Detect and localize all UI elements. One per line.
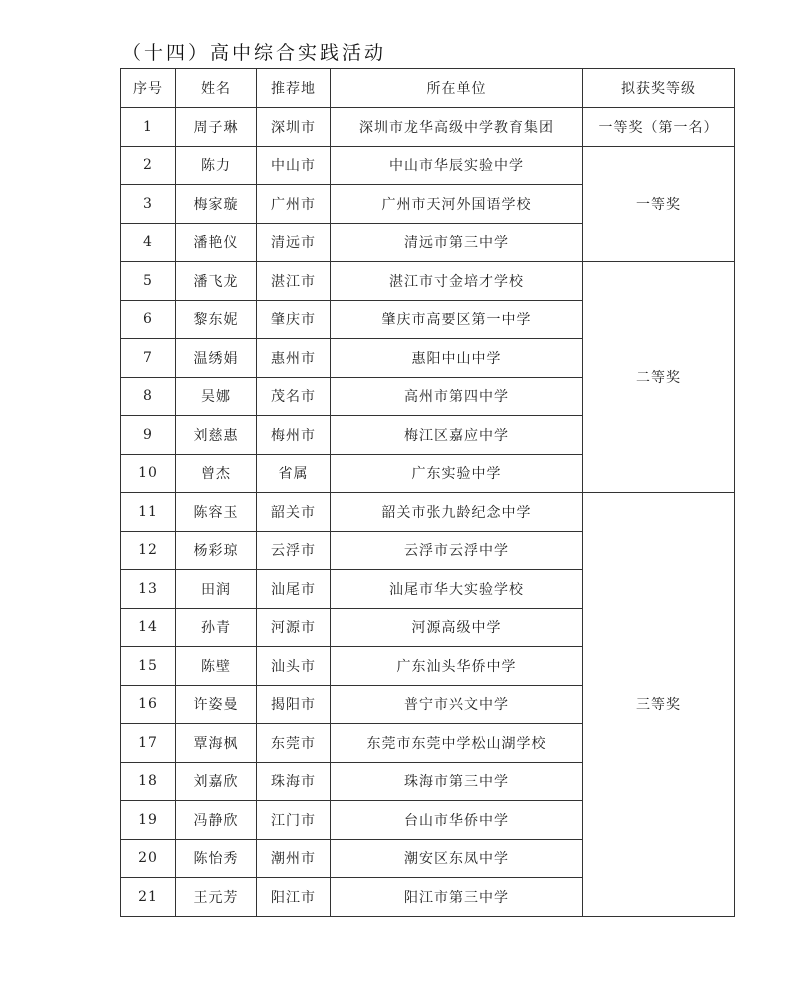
cell-unit: 高州市第四中学 xyxy=(331,377,583,416)
cell-region: 湛江市 xyxy=(257,262,331,301)
cell-no: 16 xyxy=(121,685,176,724)
cell-region: 中山市 xyxy=(257,146,331,185)
cell-region: 潮州市 xyxy=(257,839,331,878)
cell-region: 梅州市 xyxy=(257,416,331,455)
cell-unit: 湛江市寸金培才学校 xyxy=(331,262,583,301)
cell-region: 省属 xyxy=(257,454,331,493)
cell-name: 吴娜 xyxy=(176,377,257,416)
table-row xyxy=(121,493,735,532)
cell-no: 7 xyxy=(121,339,176,378)
cell-name: 温绣娟 xyxy=(176,339,257,378)
cell-region: 珠海市 xyxy=(257,762,331,801)
table-row xyxy=(121,108,735,147)
cell-no: 2 xyxy=(121,146,176,185)
cell-region: 东莞市 xyxy=(257,724,331,763)
cell-name: 孙青 xyxy=(176,608,257,647)
cell-unit: 清远市第三中学 xyxy=(331,223,583,262)
cell-unit: 云浮市云浮中学 xyxy=(331,531,583,570)
cell-no: 20 xyxy=(121,839,176,878)
cell-name: 冯静欣 xyxy=(176,801,257,840)
cell-no: 12 xyxy=(121,531,176,570)
cell-unit: 台山市华侨中学 xyxy=(331,801,583,840)
header-unit: 所在单位 xyxy=(331,69,583,108)
cell-region: 广州市 xyxy=(257,185,331,224)
cell-unit: 东莞市东莞中学松山湖学校 xyxy=(331,724,583,763)
cell-region: 河源市 xyxy=(257,608,331,647)
cell-name: 梅家璇 xyxy=(176,185,257,224)
cell-region: 茂名市 xyxy=(257,377,331,416)
cell-region: 江门市 xyxy=(257,801,331,840)
cell-name: 陈容玉 xyxy=(176,493,257,532)
cell-no: 10 xyxy=(121,454,176,493)
table-row xyxy=(121,146,735,185)
cell-no: 8 xyxy=(121,377,176,416)
cell-name: 田润 xyxy=(176,570,257,609)
cell-unit: 广州市天河外国语学校 xyxy=(331,185,583,224)
cell-unit: 潮安区东凤中学 xyxy=(331,839,583,878)
cell-no: 9 xyxy=(121,416,176,455)
cell-name: 陈壁 xyxy=(176,647,257,686)
cell-no: 5 xyxy=(121,262,176,301)
cell-unit: 中山市华辰实验中学 xyxy=(331,146,583,185)
cell-name: 陈力 xyxy=(176,146,257,185)
cell-unit: 肇庆市高要区第一中学 xyxy=(331,300,583,339)
award-table xyxy=(120,68,735,917)
cell-unit: 深圳市龙华高级中学教育集团 xyxy=(331,108,583,147)
cell-name: 杨彩琼 xyxy=(176,531,257,570)
cell-unit: 广东实验中学 xyxy=(331,454,583,493)
cell-name: 曾杰 xyxy=(176,454,257,493)
cell-name: 刘慈惠 xyxy=(176,416,257,455)
header-region: 推荐地 xyxy=(257,69,331,108)
cell-no: 18 xyxy=(121,762,176,801)
cell-name: 王元芳 xyxy=(176,878,257,917)
cell-unit: 普宁市兴文中学 xyxy=(331,685,583,724)
cell-unit: 汕尾市华大实验学校 xyxy=(331,570,583,609)
cell-region: 阳江市 xyxy=(257,878,331,917)
cell-no: 1 xyxy=(121,108,176,147)
cell-no: 14 xyxy=(121,608,176,647)
section-title: （十四）高中综合实践活动 xyxy=(122,42,387,64)
cell-region: 揭阳市 xyxy=(257,685,331,724)
header-name: 姓名 xyxy=(176,69,257,108)
cell-region: 深圳市 xyxy=(257,108,331,147)
cell-award: 二等奖 xyxy=(583,262,735,493)
header-no: 序号 xyxy=(121,69,176,108)
cell-unit: 惠阳中山中学 xyxy=(331,339,583,378)
cell-award: 一等奖 xyxy=(583,146,735,262)
cell-no: 4 xyxy=(121,223,176,262)
cell-name: 陈怡秀 xyxy=(176,839,257,878)
cell-no: 21 xyxy=(121,878,176,917)
cell-region: 汕尾市 xyxy=(257,570,331,609)
cell-unit: 广东汕头华侨中学 xyxy=(331,647,583,686)
cell-no: 19 xyxy=(121,801,176,840)
cell-region: 清远市 xyxy=(257,223,331,262)
cell-no: 15 xyxy=(121,647,176,686)
cell-region: 云浮市 xyxy=(257,531,331,570)
cell-region: 汕头市 xyxy=(257,647,331,686)
cell-no: 11 xyxy=(121,493,176,532)
cell-unit: 梅江区嘉应中学 xyxy=(331,416,583,455)
cell-no: 6 xyxy=(121,300,176,339)
cell-name: 周子琳 xyxy=(176,108,257,147)
cell-unit: 河源高级中学 xyxy=(331,608,583,647)
cell-name: 覃海枫 xyxy=(176,724,257,763)
table-row xyxy=(121,262,735,301)
cell-unit: 韶关市张九龄纪念中学 xyxy=(331,493,583,532)
cell-no: 3 xyxy=(121,185,176,224)
cell-no: 13 xyxy=(121,570,176,609)
cell-name: 许姿曼 xyxy=(176,685,257,724)
cell-award: 一等奖（第一名） xyxy=(583,108,735,147)
cell-name: 黎东妮 xyxy=(176,300,257,339)
cell-region: 韶关市 xyxy=(257,493,331,532)
cell-region: 肇庆市 xyxy=(257,300,331,339)
cell-unit: 珠海市第三中学 xyxy=(331,762,583,801)
table-header-row xyxy=(121,69,735,108)
cell-name: 潘飞龙 xyxy=(176,262,257,301)
cell-name: 潘艳仪 xyxy=(176,223,257,262)
cell-no: 17 xyxy=(121,724,176,763)
cell-region: 惠州市 xyxy=(257,339,331,378)
header-award: 拟获奖等级 xyxy=(583,69,735,108)
cell-unit: 阳江市第三中学 xyxy=(331,878,583,917)
cell-award: 三等奖 xyxy=(583,493,735,917)
cell-name: 刘嘉欣 xyxy=(176,762,257,801)
